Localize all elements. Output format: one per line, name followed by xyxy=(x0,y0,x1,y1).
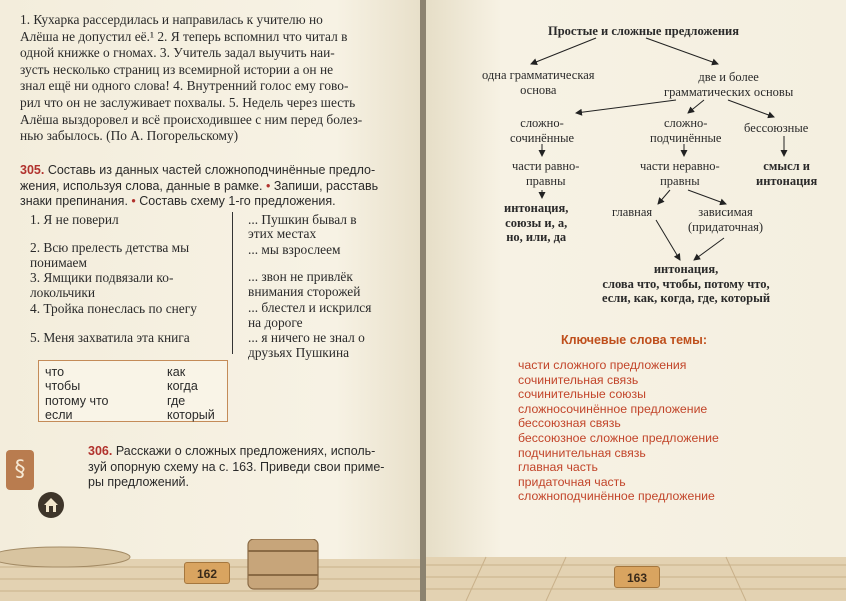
conjunctions-column xyxy=(45,365,109,423)
keyword-item: сложноподчинённое предложение xyxy=(518,489,715,504)
allied-words-column xyxy=(167,365,215,423)
exercise-text: зуй опорную схему на с. 163. Приведи свои приме- xyxy=(88,459,385,474)
bullet-marker: • xyxy=(262,178,274,193)
node-line: слова что, чтобы, потому что, xyxy=(602,276,770,291)
arrow xyxy=(688,190,726,204)
keywords-title: Ключевые слова темы: xyxy=(560,333,708,347)
exercise-text: Запиши, расставь xyxy=(273,178,379,193)
node-line: сложно- xyxy=(664,116,708,130)
clause-left: 1. Я не поверил xyxy=(30,212,119,227)
allied-word: когда xyxy=(167,379,198,394)
excerpt-line: зусть несколько страниц из всемирной истории а он не xyxy=(20,61,334,77)
keywords-list xyxy=(518,358,768,504)
arrow xyxy=(728,100,774,117)
arrow xyxy=(694,238,724,260)
allied-word: как xyxy=(167,365,186,379)
clause-left: 4. Тройка понеслась по снегу xyxy=(30,301,197,316)
keyword-item: части сложного предложения xyxy=(518,358,687,372)
clause-right: этих местах xyxy=(248,226,317,241)
dependent-clause-node xyxy=(688,205,763,234)
conjunction: чтобы xyxy=(45,379,81,394)
node-line: интонация, xyxy=(653,262,719,276)
meaning-node xyxy=(756,159,817,188)
clause-right: ... звон не привлёк xyxy=(248,269,353,284)
excerpt-line: одной книжке о гномах. 3. Учитель задал выучить наи- xyxy=(20,45,335,61)
node-line: правны xyxy=(660,173,700,188)
node-line: две и более xyxy=(698,70,759,84)
left-page xyxy=(0,0,420,601)
bullet-marker: • xyxy=(127,194,140,208)
clause-left: понимаем xyxy=(30,255,87,270)
node-line: основа xyxy=(520,82,557,97)
conjunction: если xyxy=(45,408,73,423)
arrow xyxy=(656,220,680,260)
excerpt-line: нью забылось. (По А. Погорельскому) xyxy=(20,128,239,144)
keyword-item: бессоюзная связь xyxy=(518,416,621,431)
compound-node xyxy=(510,116,574,145)
text-excerpt xyxy=(20,12,392,145)
complex-subordinate-node xyxy=(650,116,721,145)
node-line: но, или, да xyxy=(506,230,567,244)
arrow xyxy=(531,38,596,64)
clause-right: ... блестел и искрился xyxy=(248,300,372,315)
clause-right: ... Пушкин бывал в xyxy=(248,212,357,227)
keyword-item: бессоюзное сложное предложение xyxy=(518,430,719,445)
node-line: если, как, когда, где, который xyxy=(602,291,771,305)
node-line: одна грамматическая xyxy=(482,68,595,82)
node-line: подчинённые xyxy=(650,130,722,145)
node-line: правны xyxy=(525,173,566,188)
keyword-item: подчинительная связь xyxy=(518,445,646,460)
main-clause-node: главная xyxy=(612,205,653,219)
node-line: (придаточная) xyxy=(688,219,764,234)
node-line: интонация xyxy=(756,173,818,188)
arrow xyxy=(658,190,670,204)
home-task-icon xyxy=(38,492,64,518)
simple-sentence-node xyxy=(482,68,595,97)
exercise-text: Составь из данных частей сложноподчинённые предло- xyxy=(44,163,376,177)
node-line: смысл и xyxy=(763,159,810,173)
keyword-item: сочинительная связь xyxy=(518,372,639,387)
exercise-305 xyxy=(20,163,394,210)
node-line: части неравно- xyxy=(640,159,720,173)
complex-means-node xyxy=(602,262,770,306)
exercise-text: ры предложений. xyxy=(88,475,190,489)
scheme-title: Простые и сложные предложения xyxy=(548,24,739,38)
exercise-number: 305. xyxy=(20,163,45,177)
keyword-item: сложносочинённое предложение xyxy=(518,401,708,416)
node-line: части равно- xyxy=(512,159,580,173)
node-line: грамматических основы xyxy=(664,84,794,99)
exercise-number: 306. xyxy=(88,444,113,458)
conjunction: потому что xyxy=(45,393,109,408)
node-line: интонация, xyxy=(504,201,569,215)
arrow xyxy=(646,38,718,64)
excerpt-line: Алёша не допустил её.¹ 2. Я теперь вспомнил что читал в xyxy=(20,28,348,44)
exercise-306 xyxy=(88,444,394,491)
unequal-parts-node xyxy=(640,159,720,188)
page-number: 162 xyxy=(184,562,230,584)
clause-left: 3. Ямщики подвязали ко- xyxy=(30,270,174,285)
clause-right: ... я ничего не знал о xyxy=(248,330,365,345)
equal-parts-node xyxy=(512,159,579,188)
clause-right: внимания сторожей xyxy=(248,284,361,299)
clause-right: друзьях Пушкина xyxy=(248,345,350,360)
keyword-item: сочинительные союзы xyxy=(518,387,647,402)
excerpt-line: 1. Кухарка рассердилась и направилась к учителю но xyxy=(20,12,323,27)
node-line: зависимая xyxy=(698,205,753,219)
clause-left: 2. Всю прелесть детства мы xyxy=(30,240,190,255)
word-frame xyxy=(38,360,228,422)
asyndetic-node: бессоюзные xyxy=(744,121,809,135)
node-line: сочинённые xyxy=(510,130,575,145)
clause-left: 5. Меня захватила эта книга xyxy=(30,330,190,345)
excerpt-line: знал ещё ни одного слова! 4. Внутренний голос ему гово- xyxy=(20,78,349,94)
sentence-scheme xyxy=(426,0,846,320)
arrow xyxy=(576,100,676,113)
exercise-text: жения, используя слова, данные в рамке. xyxy=(20,178,263,193)
clause-left: локольчики xyxy=(30,285,96,300)
allied-word: где xyxy=(167,393,186,408)
allied-word: который xyxy=(167,408,215,423)
node-line: союзы и, а, xyxy=(505,215,568,230)
exercise-text: знаки препинания. xyxy=(20,194,128,208)
arrow xyxy=(688,100,704,113)
right-page xyxy=(426,0,846,601)
section-icon: § xyxy=(6,450,34,490)
clause-right: ... мы взрослеем xyxy=(248,242,341,257)
node-line: сложно- xyxy=(520,116,564,130)
keyword-item: придаточная часть xyxy=(518,474,626,489)
complex-sentence-node xyxy=(664,70,793,99)
clause-right: на дороге xyxy=(248,315,303,330)
intonation-conjunctions-node xyxy=(504,201,568,245)
exercise-text: Составь схему 1-го предложения. xyxy=(139,194,336,208)
conjunction: что xyxy=(45,365,65,379)
excerpt-line: рил что он не заслуживает похвалы. 5. Недель через шесть xyxy=(20,94,356,110)
column-divider xyxy=(232,212,233,354)
exercise-text: Расскажи о сложных предложениях, исполь- xyxy=(112,444,376,458)
excerpt-line: Алёша выздоровел и всё происходившее с ним перед болез- xyxy=(20,111,363,127)
keyword-item: главная часть xyxy=(518,460,598,475)
page-number: 163 xyxy=(614,566,660,588)
